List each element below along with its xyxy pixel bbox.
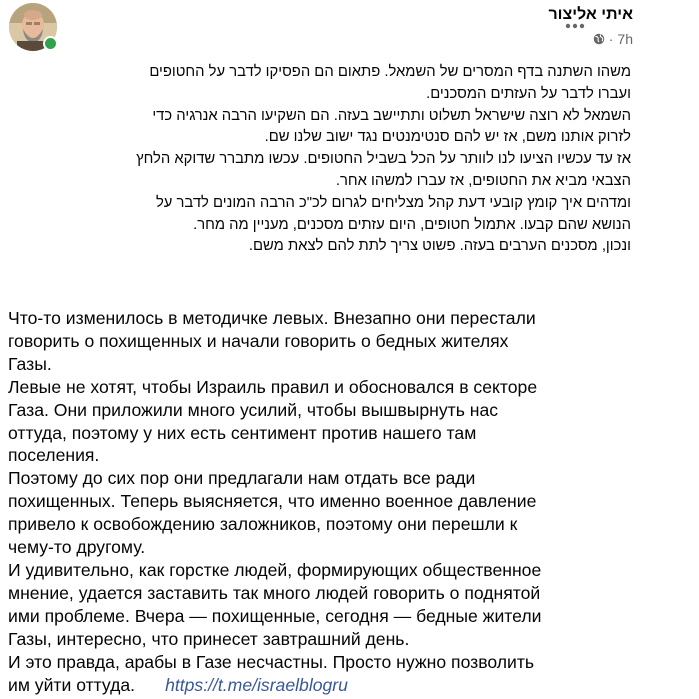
avatar[interactable] (9, 3, 57, 51)
text-line: мнение, удается заставить так много людей говорить о поднятой (8, 582, 541, 603)
text-line: Газы. (8, 353, 52, 374)
author-name[interactable]: איתי אליצור (548, 6, 633, 23)
text-line: Поэтому до сих пор они предлагали нам отдать все ради (8, 468, 476, 489)
text-line: Газы, интересно, что принесет завтрашний день. (8, 628, 410, 649)
text-line: ומדהים איך קומץ קובעי דעת קהל מצליחים לגרום לכ"כ הרבה המונים לדבר על (155, 194, 631, 211)
text-line: משהו השתנה בדף המסרים של השמאל. פתאום הם הפסיקו לדבר על החטופים (149, 64, 631, 80)
text-line: поселения. (8, 445, 100, 466)
text-line: Что-то изменилось в методичке левых. Внезапно они перестали (8, 308, 536, 328)
text-line: Левые не хотят, чтобы Израиль правил и обосновался в секторе (8, 376, 538, 397)
telegram-link[interactable]: https://t.me/israelblogru (165, 674, 348, 695)
text-line: אז עד עכשיו הציעו לנו לוותר על הכל בשביל החטופים. עכשו מתברר שדוקא הלחץ (136, 151, 631, 168)
online-status-icon (43, 36, 58, 51)
post-header (0, 0, 699, 60)
text-line: привело к освобождению заложников, поэтому они перешли к (8, 514, 518, 535)
text-line: הנושא שהם קבעו. אתמול חטופים, היום עזתים מסכנים, מעניין מה מחר. (193, 216, 631, 233)
text-line-text: им уйти оттуда. (8, 674, 136, 695)
text-line-last (8, 674, 648, 697)
text-line: ועברו לדבר על העזתים המסכנים. (426, 85, 631, 102)
text-line: הצבאי מביא את החטופים, אז עברו למשהו אחר. (335, 172, 631, 189)
post-text-russian (8, 307, 648, 696)
meta-separator: · (608, 31, 614, 47)
text-line: похищенных. Теперь выясняется, что именно военное давление (8, 491, 537, 512)
post-timestamp[interactable]: 7h (617, 31, 633, 47)
text-line: И это правда, арабы в Газе несчастны. Просто нужно позволить (8, 651, 535, 672)
text-line: לזרוק אותנו משם, אז יש להם סנטימנטים נגד ישוב שלנו שם. (264, 129, 631, 146)
text-line: ונכון, מסכנים הערבים בעזה. פשוט צריך לתת להם לצאת משם. (248, 238, 631, 255)
text-line: говорить о похищенных и начали говорить о бедных жителях (8, 330, 509, 351)
text-line: ими проблеме. Вчера — похищенные, сегодня — бедные жители (8, 605, 542, 626)
globe-icon[interactable] (593, 33, 605, 45)
text-line: השמאל לא רוצה שישראל תשלוט ותתיישב בעזה. הם השקיעו הרבה אנרגיה כדי (152, 107, 631, 124)
text-line: чему-то другому. (8, 537, 146, 558)
text-line: И удивительно, как горстке людей, формирующих общественное (8, 559, 542, 580)
post-meta (593, 31, 633, 47)
post-text-hebrew (11, 62, 631, 258)
text-line: оттуда, поэтому у них есть сентимент против нашего там (8, 422, 477, 443)
text-line: Газа. Они приложили много усилий, чтобы вышвырнуть нас (8, 399, 499, 420)
